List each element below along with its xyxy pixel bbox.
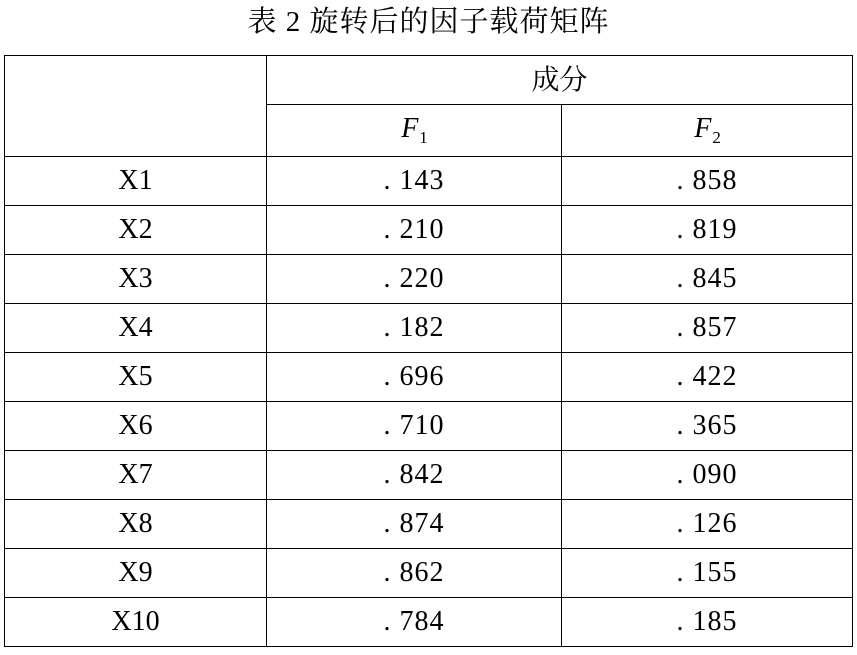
variable-cell: X6	[5, 402, 267, 451]
variable-cell: X1	[5, 157, 267, 206]
variable-cell: X4	[5, 304, 267, 353]
loading-cell-f2: . 858	[562, 157, 853, 206]
table-row	[5, 598, 853, 647]
table-body	[5, 56, 853, 647]
table-row	[5, 549, 853, 598]
variable-cell: X8	[5, 500, 267, 549]
loading-cell-f1: . 842	[267, 451, 562, 500]
loading-cell-f1: . 182	[267, 304, 562, 353]
factor-loading-table	[4, 55, 853, 647]
loading-cell-f1: . 696	[267, 353, 562, 402]
loading-cell-f2: . 155	[562, 549, 853, 598]
loading-cell-f2: . 126	[562, 500, 853, 549]
loading-cell-f1: . 143	[267, 157, 562, 206]
component-header: 成分	[267, 56, 853, 105]
loading-cell-f1: . 874	[267, 500, 562, 549]
loading-cell-f2: . 857	[562, 304, 853, 353]
loading-cell-f1: . 210	[267, 206, 562, 255]
table-row	[5, 255, 853, 304]
table-row	[5, 402, 853, 451]
factor-subscript: 2	[712, 128, 721, 147]
factor-symbol: F	[401, 113, 419, 144]
table-row	[5, 500, 853, 549]
loading-cell-f2: . 845	[562, 255, 853, 304]
loading-cell-f1: . 784	[267, 598, 562, 647]
table-row	[5, 353, 853, 402]
factor-subscript: 1	[419, 128, 428, 147]
variable-cell: X3	[5, 255, 267, 304]
variable-cell: X5	[5, 353, 267, 402]
factor-header-f1	[267, 105, 562, 157]
table-row	[5, 157, 853, 206]
loading-cell-f2: . 365	[562, 402, 853, 451]
loading-cell-f1: . 710	[267, 402, 562, 451]
variable-cell: X9	[5, 549, 267, 598]
table-row	[5, 304, 853, 353]
loading-cell-f2: . 090	[562, 451, 853, 500]
loading-cell-f2: . 819	[562, 206, 853, 255]
factor-header-f2	[562, 105, 853, 157]
table-row	[5, 451, 853, 500]
table-title: 表 2 旋转后的因子载荷矩阵	[247, 6, 610, 38]
corner-cell	[5, 56, 267, 157]
loading-cell-f2: . 185	[562, 598, 853, 647]
variable-cell: X10	[5, 598, 267, 647]
loading-cell-f1: . 220	[267, 255, 562, 304]
loading-cell-f2: . 422	[562, 353, 853, 402]
variable-cell: X2	[5, 206, 267, 255]
table-row	[5, 206, 853, 255]
loading-cell-f1: . 862	[267, 549, 562, 598]
factor-symbol: F	[694, 113, 712, 144]
variable-cell: X7	[5, 451, 267, 500]
header-row-group	[5, 56, 853, 105]
